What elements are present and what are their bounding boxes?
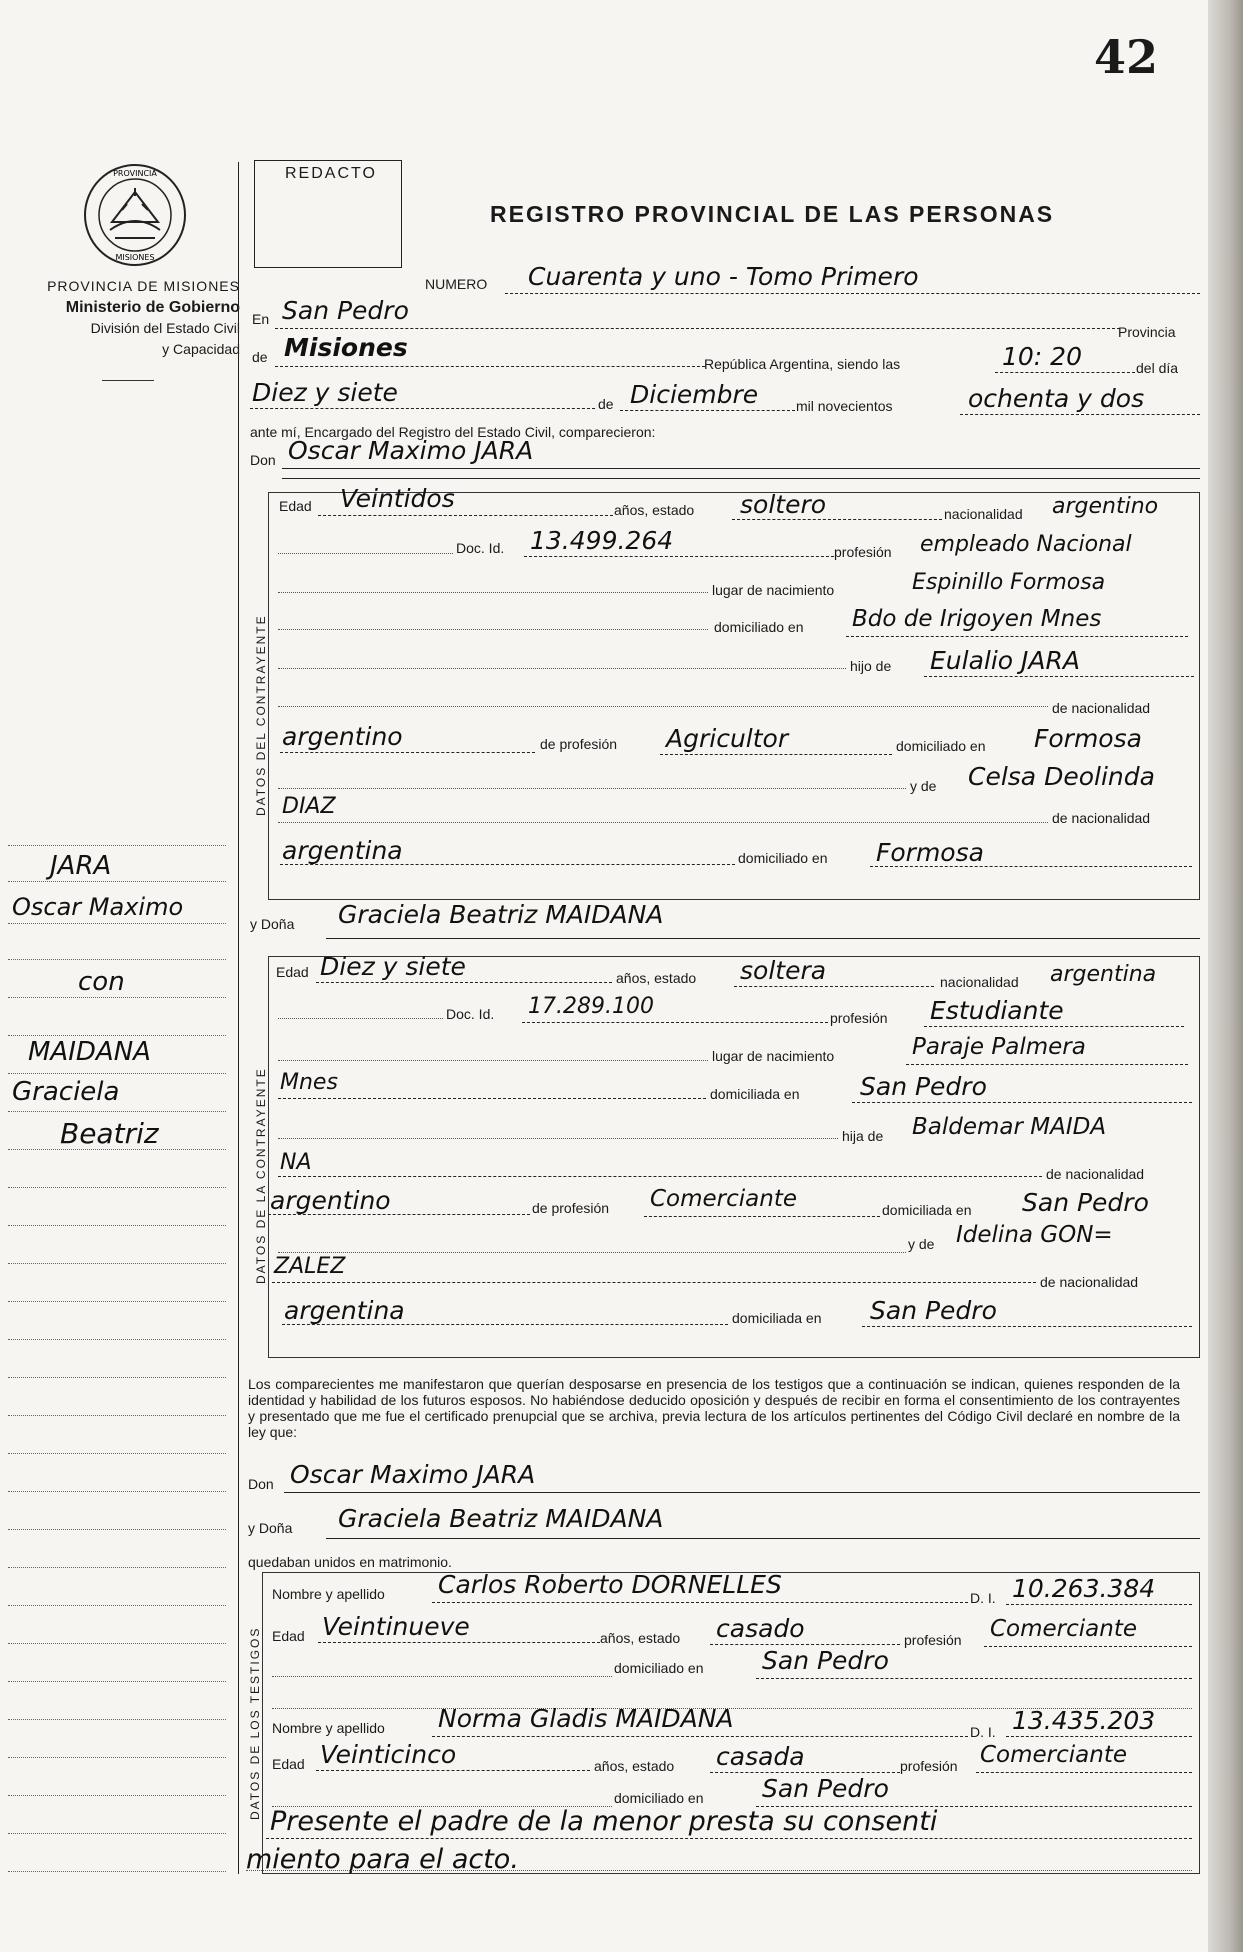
year-value: ochenta y dos xyxy=(968,384,1145,413)
witnesses-section-label: DATOS DE LOS TESTIGOS xyxy=(248,1626,262,1820)
issuer-province: PROVINCIA DE MISIONES xyxy=(47,278,240,294)
declaration-paragraph: Los comparecientes me manifestaron que querían desposarse en presencia de los testigos que a continuación se indican, quienes responden de la identidad y habilidad de los futuros esposos. No habiéndose deducido oposición y después de recibir en forma el consentimiento de los contrayentes y presentado que me fue el certificado prenupcial que se archiva, previa lectura de los artículos pertinentes del Código Civil declaré en nombre de la ley que: xyxy=(248,1376,1180,1440)
bride-doc-label: Doc. Id. xyxy=(446,1006,495,1022)
decl-don-label: Don xyxy=(248,1476,274,1492)
issuer-block xyxy=(0,276,240,360)
w1-prof: Comerciante xyxy=(990,1616,1138,1642)
margin-bride-surname: MAIDANA xyxy=(28,1037,151,1067)
bride-mother-dom-label: domiciliada en xyxy=(732,1310,822,1326)
groom-y-de-label: y de xyxy=(910,778,937,794)
w2-estado: casada xyxy=(716,1742,805,1771)
w1-nombre: Carlos Roberto DORNELLES xyxy=(438,1570,782,1599)
w1-di-label: D. I. xyxy=(970,1590,996,1606)
bride-father-prof-label: de profesión xyxy=(532,1200,610,1216)
bride-section-label: DATOS DE LA CONTRAYENTE xyxy=(254,1067,268,1284)
republica-label: República Argentina, siendo las xyxy=(704,356,901,372)
del-dia-label: del día xyxy=(1136,360,1179,376)
seal-text-top: PROVINCIA xyxy=(113,169,157,178)
w2-edad: Veinticinco xyxy=(320,1740,457,1769)
note-line2: miento para el acto. xyxy=(246,1844,519,1875)
groom-father-nac-label: de nacionalidad xyxy=(1052,700,1151,716)
w2-edad-label: Edad xyxy=(272,1756,305,1772)
bride-father-prof: Comerciante xyxy=(650,1186,798,1212)
numero-value: Cuarenta y uno - Tomo Primero xyxy=(528,262,919,291)
bride-father-dom: San Pedro xyxy=(1022,1188,1149,1217)
margin-groom-surname: JARA xyxy=(50,851,112,881)
groom-edad-label: Edad xyxy=(279,498,312,514)
bride-father-nac: argentino xyxy=(270,1186,391,1215)
day-value: Diez y siete xyxy=(252,378,398,407)
groom-father-dom: Formosa xyxy=(1034,724,1142,753)
don-label: Don xyxy=(250,452,276,468)
bride-dom: San Pedro xyxy=(860,1072,987,1101)
page-number: 42 xyxy=(1093,30,1158,84)
margin-bride-name2: Beatriz xyxy=(60,1117,159,1150)
city-value: San Pedro xyxy=(282,296,409,325)
groom-prof-label: profesión xyxy=(834,544,892,560)
de-label: de xyxy=(252,349,268,365)
redacto-box: REDACTO xyxy=(254,160,402,268)
bride-lugar1: Paraje Palmera xyxy=(912,1034,1086,1060)
quedaban-label: quedaban unidos en matrimonio. xyxy=(248,1554,452,1570)
margin-groom-names: Oscar Maximo xyxy=(12,893,184,921)
bride-mother-nac: argentina xyxy=(284,1296,405,1325)
bride-father2: NA xyxy=(280,1150,312,1175)
decl-dona-label: y Doña xyxy=(248,1520,293,1536)
groom-section-label: DATOS DEL CONTRAYENTE xyxy=(254,614,268,816)
w1-nombre-label: Nombre y apellido xyxy=(272,1586,385,1602)
margin-con: con xyxy=(78,967,125,997)
w2-di: 13.435.203 xyxy=(1012,1706,1156,1735)
groom-mother-nac-label: de nacionalidad xyxy=(1052,810,1151,826)
w2-prof-label: profesión xyxy=(900,1758,958,1774)
groom-doc: 13.499.264 xyxy=(530,526,674,555)
w2-anios-label: años, estado xyxy=(594,1758,675,1774)
bride-doc: 17.289.100 xyxy=(528,994,654,1019)
groom-estado: soltero xyxy=(740,490,827,519)
bride-nac: argentina xyxy=(1050,962,1157,987)
margin-bride-name1: Graciela xyxy=(12,1077,120,1107)
groom-mother2: DIAZ xyxy=(282,794,336,819)
w2-nombre-label: Nombre y apellido xyxy=(272,1720,385,1736)
de-mes-label: de xyxy=(598,396,614,412)
w2-dom-label: domiciliado en xyxy=(614,1790,704,1806)
w1-dom: San Pedro xyxy=(762,1646,889,1675)
w2-prof: Comerciante xyxy=(980,1742,1128,1768)
bride-mother1: Idelina GON= xyxy=(956,1222,1113,1248)
bride-estado: soltera xyxy=(740,956,827,985)
margin-notes xyxy=(8,845,233,1875)
provincia-label: Provincia xyxy=(1118,324,1176,340)
groom-mother-dom: Formosa xyxy=(876,838,984,867)
groom-father-nac: argentino xyxy=(282,722,403,751)
groom-mother1: Celsa Deolinda xyxy=(968,762,1155,791)
groom-hijo-label: hijo de xyxy=(850,658,892,674)
groom-nac-label: nacionalidad xyxy=(944,506,1023,522)
groom-father: Eulalio JARA xyxy=(930,646,1080,675)
w1-edad-label: Edad xyxy=(272,1628,305,1644)
bride-dom-label: domiciliada en xyxy=(710,1086,800,1102)
w1-prof-label: profesión xyxy=(904,1632,962,1648)
scan-edge xyxy=(1208,0,1243,1952)
groom-lugar: Espinillo Formosa xyxy=(912,570,1106,595)
hour-value: 10: 20 xyxy=(1002,342,1082,371)
bride-hija-label: hija de xyxy=(842,1128,884,1144)
bride-prof: Estudiante xyxy=(930,996,1064,1025)
note-line1: Presente el padre de la menor presta su consenti xyxy=(270,1806,938,1837)
groom-dom: Bdo de Irigoyen Mnes xyxy=(852,606,1102,632)
bride-nac-label: nacionalidad xyxy=(940,974,1019,990)
bride-anios-label: años, estado xyxy=(616,970,697,986)
groom-mother-nac: argentina xyxy=(282,836,403,865)
issuer-division: División del Estado Civil xyxy=(90,320,240,336)
groom-father-prof: Agricultor xyxy=(666,724,789,753)
groom-father-prof-label: de profesión xyxy=(540,736,618,752)
groom-anios-label: años, estado xyxy=(614,502,695,518)
seal-text-bottom: MISIONES xyxy=(115,253,155,262)
month-value: Diciembre xyxy=(630,380,759,409)
bride-edad-label: Edad xyxy=(276,964,309,980)
groom-name: Oscar Maximo JARA xyxy=(288,436,534,465)
groom-doc-label: Doc. Id. xyxy=(456,540,505,556)
bride-father-dom-label: domiciliada en xyxy=(882,1202,972,1218)
groom-nac: argentino xyxy=(1052,494,1159,519)
bride-lugar-label: lugar de nacimiento xyxy=(712,1048,835,1064)
w1-edad: Veintinueve xyxy=(322,1612,470,1641)
w1-di: 10.263.384 xyxy=(1012,1574,1156,1603)
ante-label: ante mí, Encargado del Registro del Estado Civil, comparecieron: xyxy=(250,424,656,440)
mil-label: mil novecientos xyxy=(796,398,893,414)
groom-dom-label: domiciliado en xyxy=(714,619,804,635)
bride-prof-label: profesión xyxy=(830,1010,888,1026)
w1-estado: casado xyxy=(716,1614,805,1643)
w1-dom-label: domiciliado en xyxy=(614,1660,704,1676)
divider xyxy=(102,380,154,381)
issuer-capacity: y Capacidad xyxy=(162,341,240,357)
page-title: REGISTRO PROVINCIAL DE LAS PERSONAS xyxy=(490,201,1055,227)
dona-label: y Doña xyxy=(250,916,295,932)
bride-edad: Diez y siete xyxy=(320,952,466,981)
bride-name: Graciela Beatriz MAIDANA xyxy=(338,900,664,929)
margin-rule xyxy=(238,162,239,1874)
groom-lugar-label: lugar de nacimiento xyxy=(712,582,835,598)
w2-di-label: D. I. xyxy=(970,1724,996,1740)
bride-lugar2: Mnes xyxy=(280,1070,338,1095)
bride-y-de-label: y de xyxy=(908,1236,935,1252)
en-label: En xyxy=(252,311,270,327)
issuer-ministry: Ministerio de Gobierno xyxy=(65,299,240,316)
decl-groom: Oscar Maximo JARA xyxy=(290,1460,536,1489)
province-value: Misiones xyxy=(284,333,408,362)
w2-nombre: Norma Gladis MAIDANA xyxy=(438,1704,734,1733)
w2-dom: San Pedro xyxy=(762,1774,889,1803)
decl-bride: Graciela Beatriz MAIDANA xyxy=(338,1504,664,1533)
groom-edad: Veintidos xyxy=(340,484,455,513)
bride-mother-dom: San Pedro xyxy=(870,1296,997,1325)
w1-anios-label: años, estado xyxy=(600,1630,681,1646)
bride-father1: Baldemar MAIDA xyxy=(912,1114,1107,1140)
groom-prof: empleado Nacional xyxy=(920,532,1132,557)
bride-mother2: ZALEZ xyxy=(274,1254,346,1279)
bride-father-nac-label: de nacionalidad xyxy=(1046,1166,1145,1182)
bride-mother-nac-label: de nacionalidad xyxy=(1040,1274,1139,1290)
groom-mother-dom-label: domiciliado en xyxy=(738,850,828,866)
numero-label: NUMERO xyxy=(425,276,488,292)
provincial-seal-icon xyxy=(82,162,188,268)
groom-father-dom-label: domiciliado en xyxy=(896,738,986,754)
